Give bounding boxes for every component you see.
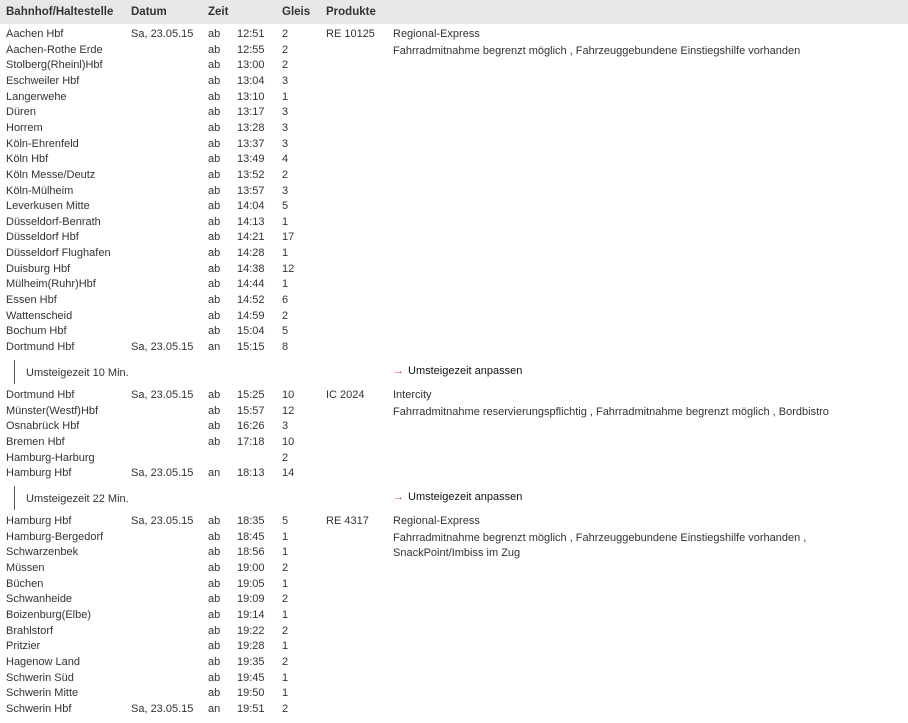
- stop-direction: ab: [208, 74, 221, 87]
- stop-row: [0, 27, 908, 42]
- stop-time: 12:55: [237, 43, 265, 56]
- station-name: Duisburg Hbf: [6, 262, 71, 275]
- stop-direction: ab: [208, 278, 221, 291]
- stop-direction: ab: [208, 106, 221, 119]
- station-name: Köln-Mülheim: [6, 184, 74, 197]
- stop-track: 3: [282, 137, 289, 150]
- train-category: Regional-Express: [393, 515, 480, 527]
- station-name: Hagenow Land: [6, 655, 81, 668]
- stop-time: 18:45: [237, 530, 265, 543]
- stop-date: Sa, 23.05.15: [131, 28, 194, 40]
- stop-row: [0, 74, 908, 89]
- stop-date: Sa, 23.05.15: [131, 389, 194, 401]
- station-name: Schwanheide: [6, 593, 73, 606]
- transfer-bar: [14, 360, 15, 384]
- stop-row: [0, 324, 908, 339]
- stop-time: 14:04: [237, 200, 265, 213]
- stop-track: 10: [282, 389, 295, 401]
- transfer-time-label: Umsteigezeit 22 Min.: [26, 493, 129, 505]
- station-name: Essen Hbf: [6, 294, 57, 307]
- stop-row: [0, 561, 908, 576]
- train-category: Intercity: [393, 389, 432, 401]
- stop-row: [0, 655, 908, 670]
- stop-row: [0, 168, 908, 183]
- stop-row: [0, 639, 908, 654]
- stop-time: 19:50: [237, 687, 265, 700]
- stop-time: 13:17: [237, 106, 265, 119]
- stop-time: 17:18: [237, 435, 265, 448]
- stop-direction: ab: [208, 325, 221, 338]
- stop-row: [0, 608, 908, 623]
- station-name: Schwerin Mitte: [6, 687, 79, 700]
- stop-row: [0, 215, 908, 230]
- stop-track: 1: [282, 608, 289, 621]
- adjust-transfer-label: Umsteigezeit anpassen: [408, 365, 523, 377]
- stop-time: 15:57: [237, 404, 265, 417]
- station-name: Köln-Ehrenfeld: [6, 137, 79, 150]
- stop-direction: ab: [208, 389, 221, 401]
- stop-track: 1: [282, 687, 289, 700]
- stop-direction: ab: [208, 687, 221, 700]
- station-name: Stolberg(Rheinl)Hbf: [6, 59, 103, 72]
- stop-time: 19:35: [237, 655, 265, 668]
- stop-track: 2: [282, 451, 289, 464]
- stop-track: 1: [282, 247, 289, 260]
- station-name: Wattenscheid: [6, 309, 73, 322]
- stop-row: [0, 466, 908, 481]
- station-name: Osnabrück Hbf: [6, 420, 80, 433]
- adjust-transfer-link[interactable]: [393, 365, 522, 377]
- station-name: Pritzier: [6, 640, 41, 653]
- station-name: Schwerin Süd: [6, 671, 74, 684]
- stop-track: 1: [282, 278, 289, 291]
- stop-time: 14:13: [237, 215, 265, 228]
- station-name: Münster(Westf)Hbf: [6, 404, 99, 417]
- stop-track: 3: [282, 420, 289, 433]
- stop-direction: ab: [208, 28, 221, 40]
- stop-row: [0, 277, 908, 292]
- stop-track: 3: [282, 106, 289, 119]
- stop-direction: ab: [208, 168, 221, 181]
- stop-direction: ab: [208, 309, 221, 322]
- stop-time: 13:28: [237, 121, 265, 134]
- transfer-time-label: Umsteigezeit 10 Min.: [26, 367, 129, 379]
- stop-row: [0, 419, 908, 434]
- stop-row: [0, 388, 908, 403]
- station-name: Hamburg Hbf: [6, 467, 72, 480]
- station-name: Köln Hbf: [6, 153, 49, 166]
- stop-time: 13:52: [237, 168, 265, 181]
- stop-time: 15:25: [237, 389, 265, 401]
- stop-track: 2: [282, 624, 289, 637]
- station-name: Leverkusen Mitte: [6, 200, 90, 213]
- stop-row: [0, 686, 908, 701]
- stop-track: 1: [282, 671, 289, 684]
- stop-direction: an: [208, 341, 221, 353]
- station-name: Dortmund Hbf: [6, 341, 75, 353]
- station-name: Horrem: [6, 121, 43, 134]
- stop-time: 13:49: [237, 153, 265, 166]
- stop-direction: ab: [208, 624, 221, 637]
- stop-row: [0, 184, 908, 199]
- stop-row: [0, 58, 908, 73]
- stop-date: Sa, 23.05.15: [131, 467, 194, 480]
- stop-time: 18:35: [237, 515, 265, 527]
- stop-direction: ab: [208, 671, 221, 684]
- stop-direction: ab: [208, 561, 221, 574]
- header-products: Produkte: [326, 6, 376, 18]
- stop-track: 1: [282, 530, 289, 543]
- stop-row: [0, 451, 908, 466]
- stop-time: 13:10: [237, 90, 265, 103]
- stop-time: 19:51: [237, 702, 265, 715]
- header-time: Zeit: [208, 6, 229, 18]
- stop-time: 19:09: [237, 593, 265, 606]
- stop-track: 1: [282, 90, 289, 103]
- adjust-transfer-link[interactable]: [393, 491, 522, 503]
- station-name: Bremen Hbf: [6, 435, 65, 448]
- transfer-row: [0, 360, 908, 384]
- stop-track: 6: [282, 294, 289, 307]
- station-name: Aachen Hbf: [6, 28, 64, 40]
- stop-row: [0, 577, 908, 592]
- stop-track: 2: [282, 655, 289, 668]
- stop-track: 10: [282, 435, 295, 448]
- stop-direction: ab: [208, 655, 221, 668]
- stop-direction: ab: [208, 59, 221, 72]
- train-category: Regional-Express: [393, 28, 480, 40]
- header-date: Datum: [131, 6, 167, 18]
- station-name: Düsseldorf Flughafen: [6, 247, 111, 260]
- station-name: Langerwehe: [6, 90, 67, 103]
- transfer-bar: [14, 486, 15, 510]
- train-notes: Fahrradmitnahme begrenzt möglich , Fahrzeuggebundene Einstiegshilfe vorhanden: [393, 44, 801, 57]
- stop-time: 13:00: [237, 59, 265, 72]
- stop-track: 5: [282, 200, 289, 213]
- header-track: Gleis: [282, 6, 311, 18]
- station-name: Schwerin Hbf: [6, 702, 72, 715]
- stop-time: 14:38: [237, 262, 265, 275]
- stop-track: 14: [282, 467, 295, 480]
- stop-track: 1: [282, 640, 289, 653]
- stop-row: [0, 592, 908, 607]
- stop-track: 3: [282, 184, 289, 197]
- stop-time: 13:57: [237, 184, 265, 197]
- stop-row: [0, 121, 908, 136]
- stop-track: 2: [282, 309, 289, 322]
- stop-time: 19:14: [237, 608, 265, 621]
- stop-direction: an: [208, 467, 221, 480]
- stop-time: 18:13: [237, 467, 265, 480]
- station-name: Hamburg-Bergedorf: [6, 530, 104, 543]
- stop-row: [0, 309, 908, 324]
- stop-direction: ab: [208, 153, 221, 166]
- stop-row: [0, 262, 908, 277]
- stop-direction: ab: [208, 420, 221, 433]
- stop-time: 13:04: [237, 74, 265, 87]
- stop-row: [0, 340, 908, 355]
- stop-row: [0, 230, 908, 245]
- stop-row: [0, 199, 908, 214]
- stop-direction: ab: [208, 640, 221, 653]
- adjust-transfer-label: Umsteigezeit anpassen: [408, 491, 523, 503]
- header-station: Bahnhof/Haltestelle: [6, 6, 114, 18]
- stop-track: 4: [282, 153, 289, 166]
- stop-direction: ab: [208, 404, 221, 417]
- station-name: Hamburg Hbf: [6, 515, 72, 527]
- stop-date: Sa, 23.05.15: [131, 341, 194, 353]
- stop-track: 2: [282, 43, 289, 56]
- station-name: Müssen: [6, 561, 45, 574]
- stop-direction: ab: [208, 593, 221, 606]
- stop-row: [0, 105, 908, 120]
- station-name: Boizenburg(Elbe): [6, 608, 91, 621]
- stop-date: Sa, 23.05.15: [131, 702, 194, 715]
- stop-row: [0, 624, 908, 639]
- stop-track: 2: [282, 593, 289, 606]
- train-notes: Fahrradmitnahme begrenzt möglich , Fahrzeuggebundene Einstiegshilfe vorhanden , SnackPoint/Imbiss im Zug: [393, 531, 807, 560]
- stop-track: 2: [282, 59, 289, 72]
- stop-track: 1: [282, 577, 289, 590]
- stop-direction: ab: [208, 43, 221, 56]
- station-name: Düsseldorf-Benrath: [6, 215, 101, 228]
- stop-time: 19:45: [237, 671, 265, 684]
- stop-time: 19:28: [237, 640, 265, 653]
- arrow-right-icon: →: [393, 491, 404, 503]
- stop-time: 12:51: [237, 28, 265, 40]
- stop-track: 1: [282, 215, 289, 228]
- stop-track: 17: [282, 231, 295, 244]
- stop-direction: ab: [208, 577, 221, 590]
- stop-direction: ab: [208, 137, 221, 150]
- stop-direction: ab: [208, 90, 221, 103]
- stop-time: 14:59: [237, 309, 265, 322]
- stop-time: 13:37: [237, 137, 265, 150]
- stop-direction: ab: [208, 215, 221, 228]
- stop-direction: ab: [208, 294, 221, 307]
- stop-direction: ab: [208, 546, 221, 559]
- stop-track: 2: [282, 168, 289, 181]
- stop-track: 3: [282, 74, 289, 87]
- stop-direction: ab: [208, 530, 221, 543]
- stop-track: 5: [282, 515, 289, 527]
- stop-track: 5: [282, 325, 289, 338]
- stop-direction: ab: [208, 200, 221, 213]
- station-name: Düsseldorf Hbf: [6, 231, 79, 244]
- stop-track: 2: [282, 561, 289, 574]
- stop-direction: ab: [208, 515, 221, 527]
- stop-time: 19:22: [237, 624, 265, 637]
- station-name: Hamburg-Harburg: [6, 451, 95, 464]
- station-name: Brahlstorf: [6, 624, 54, 637]
- station-name: Büchen: [6, 577, 44, 590]
- stop-track: 3: [282, 121, 289, 134]
- stop-time: 14:52: [237, 294, 265, 307]
- transfer-row: [0, 486, 908, 510]
- station-name: Mülheim(Ruhr)Hbf: [6, 278, 96, 291]
- stop-time: 14:28: [237, 247, 265, 260]
- stop-direction: ab: [208, 262, 221, 275]
- stop-row: [0, 152, 908, 167]
- stop-row: [0, 702, 908, 717]
- stop-track: 8: [282, 341, 289, 353]
- stop-date: Sa, 23.05.15: [131, 515, 194, 527]
- stop-direction: ab: [208, 231, 221, 244]
- stop-row: [0, 514, 908, 529]
- stop-direction: ab: [208, 608, 221, 621]
- train-number[interactable]: IC 2024: [326, 389, 365, 401]
- stop-row: [0, 90, 908, 105]
- station-name: Bochum Hbf: [6, 325, 67, 338]
- station-name: Düren: [6, 106, 36, 119]
- stop-row: [0, 671, 908, 686]
- train-number[interactable]: RE 10125: [326, 28, 375, 40]
- arrow-right-icon: →: [393, 365, 404, 377]
- stop-time: 14:21: [237, 231, 265, 244]
- stop-row: [0, 293, 908, 308]
- stop-row: [0, 246, 908, 261]
- stop-track: 12: [282, 404, 295, 417]
- stop-row: [0, 435, 908, 450]
- station-name: Schwarzenbek: [6, 546, 79, 559]
- station-name: Dortmund Hbf: [6, 389, 75, 401]
- station-name: Köln Messe/Deutz: [6, 168, 96, 181]
- stop-direction: an: [208, 702, 221, 715]
- stop-track: 2: [282, 702, 289, 715]
- stop-track: 2: [282, 28, 289, 40]
- stop-time: 16:26: [237, 420, 265, 433]
- train-number[interactable]: RE 4317: [326, 515, 369, 527]
- stop-track: 1: [282, 546, 289, 559]
- stop-time: 14:44: [237, 278, 265, 291]
- table-header: [0, 0, 908, 24]
- stop-direction: ab: [208, 184, 221, 197]
- stop-row: [0, 137, 908, 152]
- stop-direction: ab: [208, 435, 221, 448]
- station-name: Aachen-Rothe Erde: [6, 43, 103, 56]
- station-name: Eschweiler Hbf: [6, 74, 80, 87]
- stop-time: 15:15: [237, 341, 265, 353]
- train-notes: Fahrradmitnahme reservierungspflichtig , Fahrradmitnahme begrenzt möglich , Bordbistro: [393, 405, 829, 418]
- stop-direction: ab: [208, 121, 221, 134]
- stop-track: 12: [282, 262, 295, 275]
- stop-direction: ab: [208, 247, 221, 260]
- stop-time: 15:04: [237, 325, 265, 338]
- stop-time: 19:05: [237, 577, 265, 590]
- stop-time: 19:00: [237, 561, 265, 574]
- stop-time: 18:56: [237, 546, 265, 559]
